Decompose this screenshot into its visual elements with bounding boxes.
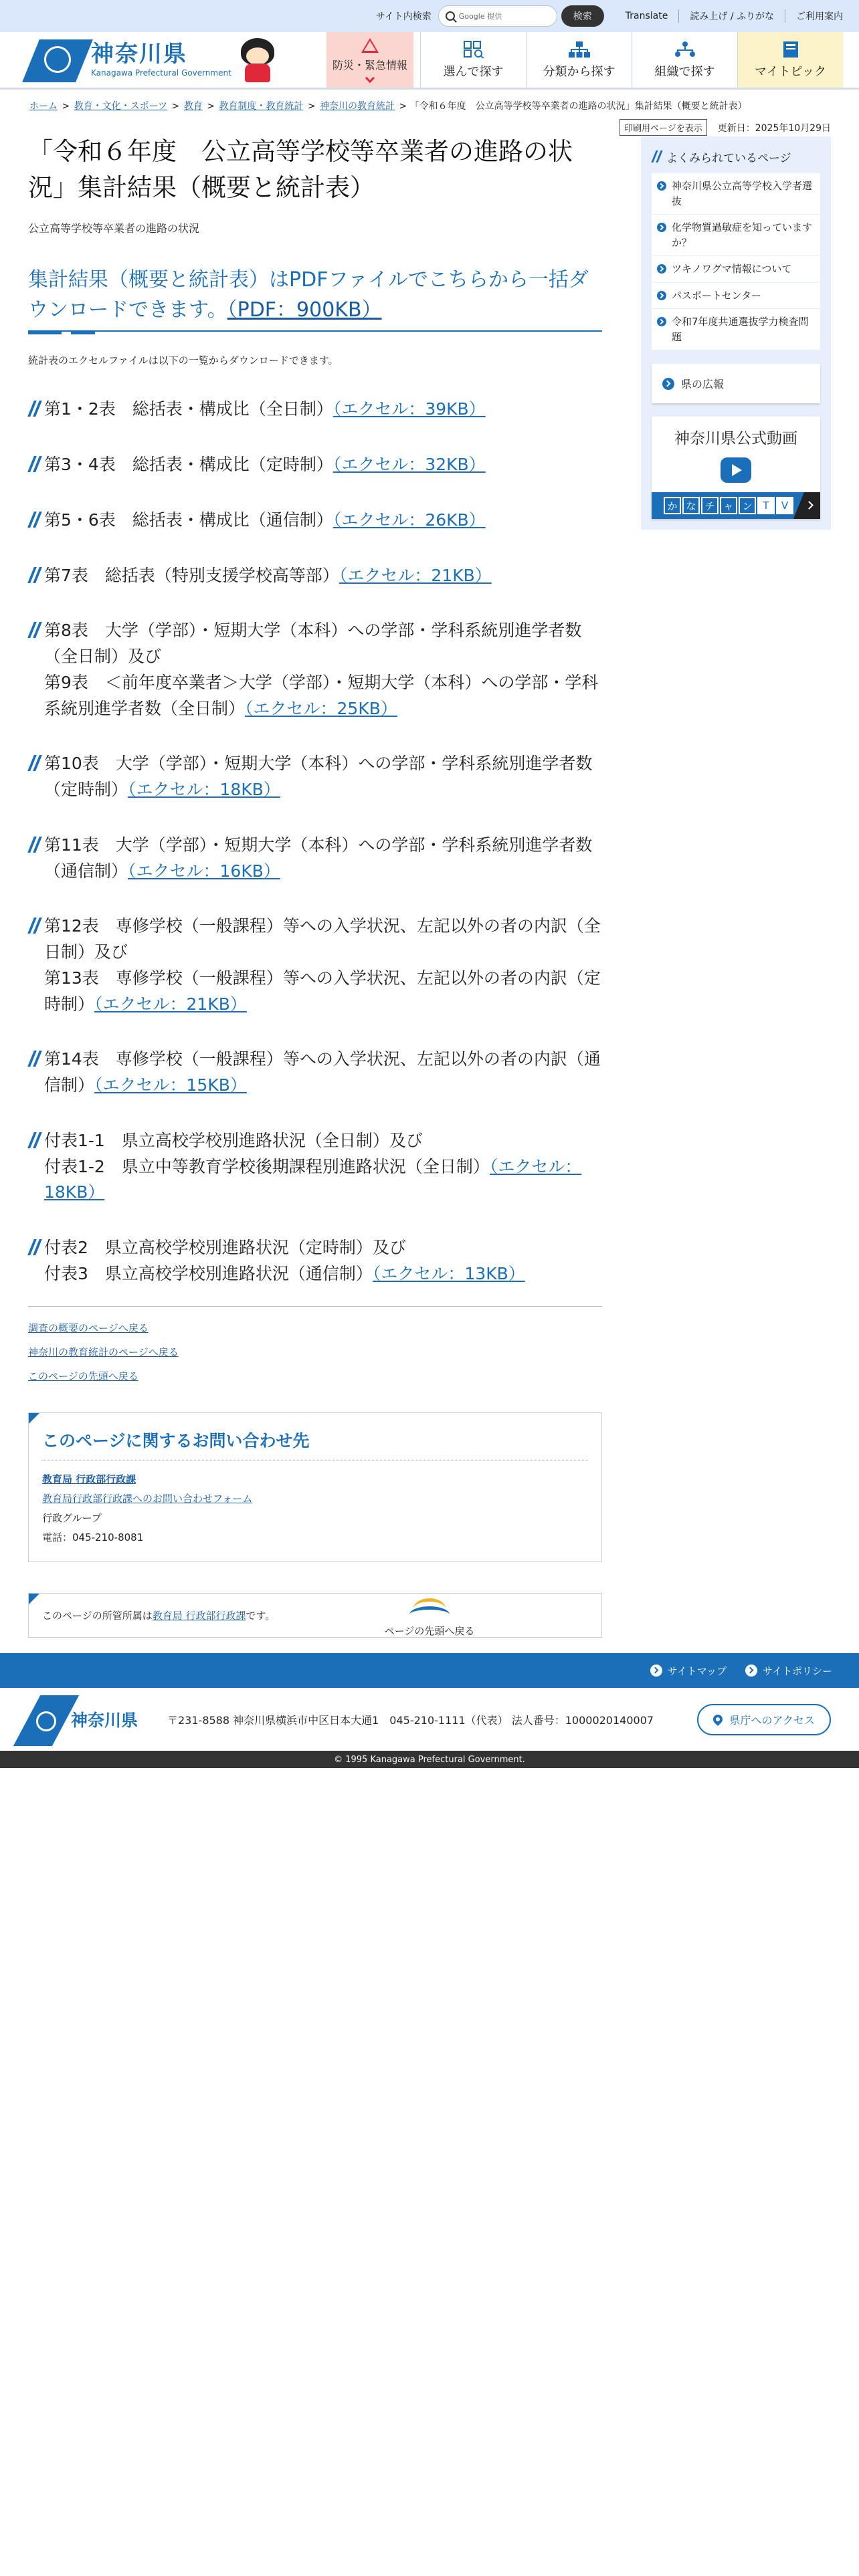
mascot-icon xyxy=(237,37,278,84)
chevron-circle-icon xyxy=(657,291,666,300)
excel-file-label-text: 付表3 県立高校学校別進路状況（通信制） xyxy=(44,1263,373,1283)
popular-pages-heading xyxy=(652,148,820,165)
map-pin-icon xyxy=(712,1713,725,1726)
excel-file-label-text: 第3・4表 総括表・構成比（定時制） xyxy=(44,455,333,475)
chevron-circle-icon xyxy=(657,317,666,326)
excel-file-label-text: 第13表 専修学校（一般課程）等への入学状況、左記以外の者の内訳（定時制） xyxy=(44,968,601,1014)
excel-file-item xyxy=(28,508,602,534)
excel-download-link[interactable]: （エクセル：25KB） xyxy=(245,698,397,718)
chevron-circle-icon xyxy=(745,1665,757,1677)
search-button[interactable]: 検索 xyxy=(561,5,604,27)
excel-file-label xyxy=(44,751,602,803)
excel-file-label: 第12表 専修学校（一般課程）等への入学状況、左記以外の者の内訳（全日制）及び xyxy=(44,916,601,962)
copyright: © 1995 Kanagawa Prefectural Government. xyxy=(0,1751,859,1768)
pdf-heading-text: 集計結果（概要と統計表）はPDFファイルでこちらから一括ダウンロードできます。 xyxy=(28,268,589,322)
breadcrumb-separator: > xyxy=(207,101,215,112)
excel-download-link[interactable]: （エクセル：18KB） xyxy=(44,1156,582,1202)
excel-file-item xyxy=(28,914,602,1017)
nav-mytopic-label: マイトピック xyxy=(755,64,826,79)
breadcrumb-separator: > xyxy=(307,101,316,112)
page-meta xyxy=(0,112,859,136)
nav-organization[interactable] xyxy=(632,32,737,88)
excel-download-link[interactable]: （エクセル：21KB） xyxy=(339,565,492,585)
breadcrumb-system[interactable]: 教育制度・教育統計 xyxy=(219,101,304,112)
koho-label: 県の広報 xyxy=(681,378,725,391)
popular-page-item[interactable] xyxy=(652,309,820,350)
nav-mytopic[interactable] xyxy=(737,32,843,88)
excel-file-label xyxy=(44,508,602,534)
excel-file-item xyxy=(28,563,602,589)
site-logo[interactable] xyxy=(0,32,308,88)
excel-file-label xyxy=(44,397,602,423)
print-button[interactable]: 印刷用ページを表示 xyxy=(619,119,707,136)
excel-file-item xyxy=(28,1235,602,1287)
page-top-label: ページの先頭へ戻る xyxy=(384,1625,475,1637)
prefecture-emblem-icon xyxy=(24,37,91,84)
excel-file-list xyxy=(28,397,602,1287)
excel-file-label-text: 第9表 ＜前年度卒業者＞大学（学部）・短期大学（本科）への学部・学科系統別進学者数（全日制） xyxy=(44,672,599,718)
double-slash-icon xyxy=(28,1051,40,1068)
return-links xyxy=(28,1316,602,1388)
page-subtitle: 公立高等学校等卒業者の進路の状況 xyxy=(28,222,200,235)
site-search-label: サイト内検索 xyxy=(375,11,432,22)
main-content xyxy=(28,134,602,1638)
excel-file-label: 第8表 大学（学部）・短期大学（本科）への学部・学科系統別進学者数（全日制）及び xyxy=(44,621,582,667)
excel-download-link[interactable]: （エクセル：18KB） xyxy=(128,780,280,800)
double-slash-icon xyxy=(28,512,40,529)
site-search-input[interactable] xyxy=(438,5,557,27)
page-title: 「令和６年度 公立高等学校等卒業者の進路の状況」集計結果（概要と統計表） xyxy=(28,137,573,202)
double-slash-icon xyxy=(28,456,40,473)
excel-download-link[interactable]: （エクセル：39KB） xyxy=(332,399,486,419)
popular-page-label: 令和7年度共通選抜学力検査問題 xyxy=(672,316,809,343)
excel-file-label: 付表2 県立高校学校別進路状況（定時制）及び xyxy=(44,1238,406,1258)
contact-phone: 電話：045-210-8081 xyxy=(42,1531,144,1544)
excel-file-label xyxy=(44,670,602,722)
double-slash-icon xyxy=(28,622,40,639)
divider xyxy=(28,1306,602,1307)
popular-pages-title: よくみられているページ xyxy=(666,152,791,165)
excel-file-label-text: 第14表 専修学校（一般課程）等への入学状況、左記以外の者の内訳（通信制） xyxy=(44,1049,601,1095)
search-icon xyxy=(446,11,455,21)
excel-download-link[interactable]: （エクセル：13KB） xyxy=(372,1263,525,1283)
utility-bar xyxy=(0,0,859,32)
checklist-icon xyxy=(462,41,485,58)
footer-logo xyxy=(0,1688,161,1751)
nav-category[interactable] xyxy=(526,32,632,88)
owner-prefix: このページの所管所属は xyxy=(42,1609,153,1622)
footer-links-bar xyxy=(0,1653,859,1688)
popular-page-label: 神奈川県公立高等学校入学者選抜 xyxy=(672,180,813,207)
play-icon xyxy=(721,457,751,483)
chevron-circle-icon xyxy=(657,223,666,232)
breadcrumb-culture[interactable]: 教育・文化・スポーツ xyxy=(74,101,168,112)
excel-file-item xyxy=(28,833,602,885)
page-top-link[interactable] xyxy=(0,1597,859,1638)
breadcrumb xyxy=(0,90,859,112)
breadcrumb-statistics[interactable]: 神奈川の教育統計 xyxy=(320,101,395,112)
excel-file-label-text: 第11表 大学（学部）・短期大学（本科）への学部・学科系統別進学者数（通信制） xyxy=(44,835,593,881)
double-slash-icon xyxy=(28,1239,40,1257)
nav-organization-label: 組織で探す xyxy=(654,64,715,79)
site-policy-label: サイトポリシー xyxy=(763,1665,832,1677)
owner-dept-link[interactable]: 教育局 行政部行政課 xyxy=(152,1609,246,1622)
excel-intro: 統計表のエクセルファイルは以下の一覧からダウンロードできます。 xyxy=(28,354,339,367)
excel-file-item xyxy=(28,452,602,478)
chevron-circle-icon xyxy=(657,264,666,274)
popular-pages-list xyxy=(652,173,820,350)
back-to-overview-link[interactable]: 調査の概要のページへ戻る xyxy=(28,1321,149,1334)
channel-char: チ xyxy=(701,497,719,514)
official-video-banner[interactable] xyxy=(652,417,820,519)
excel-file-label xyxy=(44,1047,602,1099)
footer-address: 〒231-8588 神奈川県横浜市中区日本大通1 045-210-1111（代表） 法人番号：1000020140007 xyxy=(167,1713,654,1727)
nav-choose-label: 選んで探す xyxy=(443,64,504,79)
breadcrumb-separator: > xyxy=(171,101,180,112)
excel-download-link[interactable]: （エクセル：16KB） xyxy=(128,861,280,881)
excel-file-item xyxy=(28,751,602,803)
breadcrumb-separator: > xyxy=(399,101,407,112)
prefecture-emblem-icon xyxy=(16,1693,67,1746)
channel-char: ン xyxy=(739,497,756,514)
back-to-statistics-link[interactable]: 神奈川の教育統計のページへ戻る xyxy=(28,1346,179,1358)
channel-char: か xyxy=(664,497,681,514)
guide-link[interactable]: ご利用案内 xyxy=(785,9,843,23)
excel-file-label xyxy=(44,966,602,1018)
excel-file-label-text: 付表1-2 県立中等教育学校後期課程別進路状況（全日制） xyxy=(44,1156,490,1176)
back-to-top-link[interactable]: このページの先頭へ戻る xyxy=(28,1370,138,1382)
channel-name xyxy=(664,497,795,514)
excel-file-label: 付表1-1 県立高校学校別進路状況（全日制）及び xyxy=(44,1130,423,1150)
chevron-circle-icon xyxy=(650,1665,662,1677)
excel-file-item xyxy=(28,397,602,423)
popular-page-item[interactable] xyxy=(652,215,820,256)
chevron-down-icon xyxy=(365,74,375,83)
double-slash-icon xyxy=(28,918,40,935)
double-slash-icon xyxy=(28,837,40,854)
global-nav xyxy=(326,32,843,88)
double-slash-icon xyxy=(28,1132,40,1150)
nav-emergency-label: 防災・緊急情報 xyxy=(332,59,407,72)
access-label: 県庁へのアクセス xyxy=(729,1713,815,1727)
channel-char: T xyxy=(757,497,775,514)
updated-date: 更新日：2025年10月29日 xyxy=(717,122,831,134)
channel-char: ャ xyxy=(720,497,737,514)
channel-char: な xyxy=(682,497,700,514)
site-header xyxy=(0,32,859,90)
popular-page-item[interactable] xyxy=(652,256,820,283)
contact-title: このページに関するお問い合わせ先 xyxy=(42,1428,588,1461)
excel-file-label-text: 第7表 総括表（特別支援学校高等部） xyxy=(44,565,339,585)
excel-file-label xyxy=(44,1154,602,1206)
excel-file-item xyxy=(28,1047,602,1099)
logo-english: Kanagawa Prefectural Government xyxy=(91,68,231,78)
readaloud-link[interactable]: 読み上げ / ふりがな xyxy=(678,9,774,23)
site-footer xyxy=(0,1688,859,1751)
excel-download-link[interactable]: （エクセル：26KB） xyxy=(332,510,486,530)
excel-file-label-text: 第10表 大学（学部）・短期大学（本科）への学部・学科系統別進学者数（定時制） xyxy=(44,754,593,800)
warning-icon xyxy=(361,38,379,53)
nav-category-label: 分類から探す xyxy=(543,64,615,79)
double-slash-icon xyxy=(28,401,40,418)
sitemap-link[interactable] xyxy=(650,1664,727,1678)
excel-download-link[interactable]: （エクセル：21KB） xyxy=(94,994,247,1014)
excel-file-label xyxy=(44,833,602,885)
pdf-download-link[interactable]: （PDF：900KB） xyxy=(227,298,382,322)
contact-form-link[interactable]: 教育局行政部行政課へのお問い合わせフォーム xyxy=(42,1492,253,1505)
channel-char: V xyxy=(776,497,793,514)
arrow-right-icon xyxy=(793,492,820,519)
double-slash-icon xyxy=(28,567,40,584)
popular-page-label: 化学物質過敏症を知っていますか？ xyxy=(672,221,813,249)
excel-file-label-text: 第1・2表 総括表・構成比（全日制） xyxy=(44,399,333,419)
double-slash-icon xyxy=(652,150,662,164)
organization-icon xyxy=(674,41,696,58)
excel-download-link[interactable]: （エクセル：15KB） xyxy=(94,1075,247,1095)
contact-group: 行政グループ xyxy=(42,1512,102,1525)
excel-file-label xyxy=(44,1261,602,1287)
popular-page-label: パスポートセンター xyxy=(672,289,761,302)
notebook-icon xyxy=(779,41,802,58)
chevron-circle-icon xyxy=(657,181,666,191)
search-placeholder: Google 提供 xyxy=(458,12,502,21)
corner-mark xyxy=(29,1413,39,1424)
nav-emergency[interactable] xyxy=(326,32,413,88)
excel-file-item xyxy=(28,1128,602,1206)
popular-page-item[interactable] xyxy=(652,173,820,215)
nav-choose[interactable] xyxy=(420,32,526,88)
sidebar xyxy=(641,136,831,530)
double-slash-icon xyxy=(28,755,40,772)
sitemap-label: サイトマップ xyxy=(667,1665,727,1677)
koho-link[interactable] xyxy=(652,364,820,403)
excel-file-label xyxy=(44,452,602,478)
contact-dept-link[interactable]: 教育局 行政部行政課 xyxy=(42,1473,136,1485)
seagull-icon xyxy=(409,1597,450,1620)
pdf-download-heading xyxy=(28,265,602,332)
owner-suffix: です。 xyxy=(246,1609,276,1622)
category-tree-icon xyxy=(568,41,591,58)
popular-page-label: ツキノワグマ情報について xyxy=(672,263,792,275)
breadcrumb-home[interactable]: ホーム xyxy=(29,101,58,112)
excel-file-label-text: 第5・6表 総括表・構成比（通信制） xyxy=(44,510,333,530)
breadcrumb-education[interactable]: 教育 xyxy=(183,101,203,112)
site-policy-link[interactable] xyxy=(745,1664,832,1678)
video-title: 神奈川県公式動画 xyxy=(674,430,797,447)
popular-page-item[interactable] xyxy=(652,283,820,310)
video-channel-bar xyxy=(652,492,820,519)
access-button[interactable] xyxy=(697,1704,831,1735)
excel-download-link[interactable]: （エクセル：32KB） xyxy=(332,455,486,475)
translate-link[interactable]: Translate xyxy=(625,11,668,21)
breadcrumb-current: 「令和６年度 公立高等学校等卒業者の進路の状況」集計結果（概要と統計表） xyxy=(409,101,747,112)
chevron-circle-icon xyxy=(662,378,674,390)
excel-file-item xyxy=(28,618,602,722)
excel-file-label xyxy=(44,563,602,589)
contact-box xyxy=(28,1412,602,1562)
logo-name: 神奈川県 xyxy=(91,40,187,68)
breadcrumb-separator: > xyxy=(62,101,70,112)
footer-name: 神奈川県 xyxy=(71,1711,138,1730)
